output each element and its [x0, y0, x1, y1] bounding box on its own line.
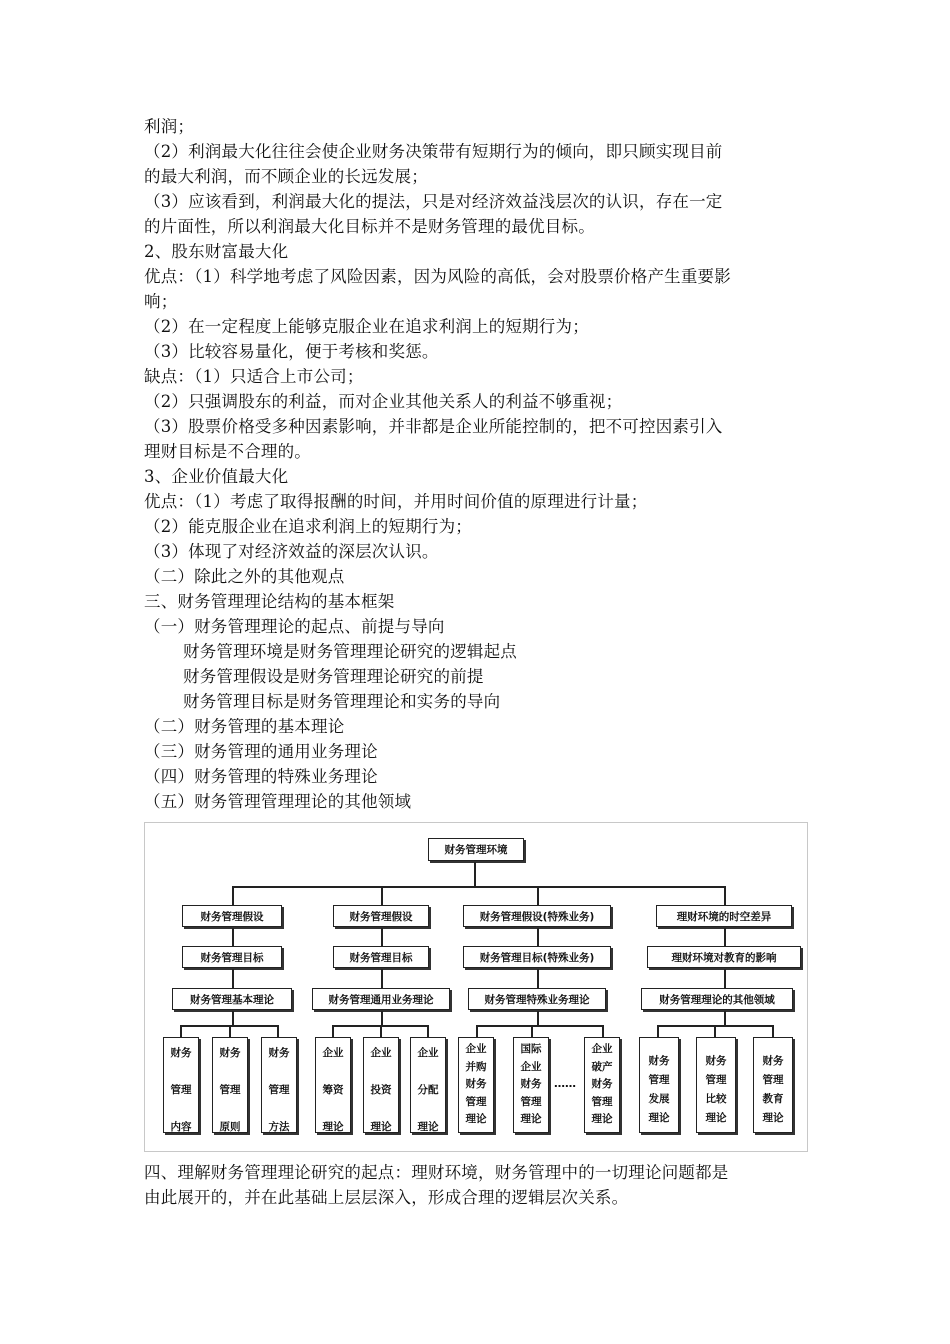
paragraph-line: 响；: [144, 292, 178, 311]
leaf-box: 企业 筹资 理论: [315, 1037, 351, 1133]
connector-line: [474, 862, 476, 886]
leaf-box: 财务 管理 比较 理论: [696, 1037, 736, 1133]
connector-line: [537, 928, 539, 946]
paragraph-line: （3）股票价格受多种因素影响，并非都是企业所能控制的，把不可控因素引入: [144, 417, 723, 436]
paragraph-line: （四）财务管理的特殊业务理论: [144, 767, 378, 786]
connector-line: [476, 1025, 603, 1027]
connector-line: [180, 1025, 182, 1037]
connector-line: [657, 1025, 659, 1037]
connector-line: [476, 1025, 478, 1037]
leaf-box: 财务 管理 教育 理论: [753, 1037, 793, 1133]
paragraph-line: （五）财务管理管理理论的其他领域: [144, 792, 412, 811]
connector-line: [232, 886, 234, 905]
goal-box: 财务管理目标: [182, 946, 282, 968]
connector-line: [537, 886, 539, 905]
assumption-box: 财务管理假设(特殊业务): [463, 905, 611, 927]
connector-line: [381, 1011, 383, 1025]
connector-line: [232, 928, 234, 946]
assumption-box: 理财环境的时空差异: [656, 905, 792, 927]
paragraph-line: （3）应该看到，利润最大化的提法，只是对经济效益浅层次的认识，存在一定: [144, 192, 723, 211]
theory-box: 财务管理特殊业务理论: [468, 988, 606, 1010]
connector-line: [277, 1025, 279, 1037]
paragraph-line: 的片面性，所以利润最大化目标并不是财务管理的最优目标。: [144, 217, 595, 236]
leaf-box: 财务 管理 发展 理论: [639, 1037, 679, 1133]
leaf-box: 企业 投资 理论: [363, 1037, 399, 1133]
assumption-box: 财务管理假设: [333, 905, 429, 927]
connector-line: [724, 886, 726, 905]
paragraph-line: （2）利润最大化往往会使企业财务决策带有短期行为的倾向，即只顾实现目前: [144, 142, 723, 161]
goal-box: 财务管理目标: [333, 946, 429, 968]
goal-box: 理财环境对教育的影响: [647, 946, 801, 968]
paragraph-line: （2）在一定程度上能够克服企业在追求利润上的短期行为；: [144, 317, 589, 336]
connector-line: [724, 969, 726, 988]
leaf-box: 财务 管理 方法: [261, 1037, 297, 1133]
connector-line: [537, 1011, 539, 1025]
connector-line: [381, 928, 383, 946]
paragraph-line: 优点：（1）考虑了取得报酬的时间，并用时间价值的原理进行计量；: [144, 492, 648, 511]
leaf-box: 企业 分配 理论: [410, 1037, 446, 1133]
theory-box: 财务管理通用业务理论: [312, 988, 450, 1010]
indented-line: 财务管理目标是财务管理理论和实务的导向: [183, 692, 501, 711]
connector-line: [537, 969, 539, 988]
paragraph-line: （三）财务管理的通用业务理论: [144, 742, 378, 761]
connector-line: [380, 1025, 382, 1037]
paragraph-line: 利润；: [144, 117, 195, 136]
connector-line: [602, 1025, 604, 1037]
connector-line: [381, 886, 383, 905]
section-heading: 2、股东财富最大化: [144, 242, 289, 261]
theory-box: 财务管理基本理论: [172, 988, 292, 1010]
connector-line: [332, 1025, 334, 1037]
paragraph-line: 优点：（1）科学地考虑了风险因素，因为风险的高低，会对股票价格产生重要影: [144, 267, 731, 286]
theory-box: 财务管理理论的其他领域: [641, 988, 793, 1010]
paragraph-line: （3）比较容易量化，便于考核和奖惩。: [144, 342, 439, 361]
paragraph-line: （2）能克服企业在追求利润上的短期行为；: [144, 517, 472, 536]
leaf-box: 企业 破产 财务 管理 理论: [584, 1037, 620, 1133]
assumption-box: 财务管理假设: [182, 905, 282, 927]
framework-diagram: [144, 822, 808, 1152]
section-heading: 3、企业价值最大化: [144, 467, 289, 486]
leaf-box: 财务 管理 原则: [212, 1037, 248, 1133]
ellipsis-text: ……: [554, 1077, 576, 1090]
paragraph-line: （一）财务管理理论的起点、前提与导向: [144, 617, 445, 636]
connector-line: [531, 1025, 533, 1037]
paragraph-line: 四、理解财务管理理论研究的起点：理财环境，财务管理中的一切理论问题都是: [144, 1163, 729, 1182]
leaf-box: 企业 并购 财务 管理 理论: [458, 1037, 494, 1133]
connector-line: [427, 1025, 429, 1037]
connector-line: [381, 969, 383, 988]
paragraph-line: 理财目标是不合理的。: [144, 442, 311, 461]
indented-line: 财务管理环境是财务管理理论研究的逻辑起点: [183, 642, 517, 661]
paragraph-line: （3）体现了对经济效益的深层次认识。: [144, 542, 439, 561]
section-heading: 三、财务管理理论结构的基本框架: [144, 592, 395, 611]
connector-line: [714, 1025, 716, 1037]
indented-line: 财务管理假设是财务管理理论研究的前提: [183, 667, 484, 686]
goal-box: 财务管理目标(特殊业务): [463, 946, 611, 968]
paragraph-line: （二）财务管理的基本理论: [144, 717, 345, 736]
leaf-box: 财务 管理 内容: [163, 1037, 199, 1133]
paragraph-line: 的最大利润，而不顾企业的长远发展；: [144, 167, 428, 186]
diagram-root-box: 财务管理环境: [428, 838, 524, 861]
paragraph-line: （2）只强调股东的利益，而对企业其他关系人的利益不够重视；: [144, 392, 623, 411]
paragraph-line: （二）除此之外的其他观点: [144, 567, 345, 586]
connector-line: [724, 1011, 726, 1025]
paragraph-line: 缺点：（1）只适合上市公司；: [144, 367, 364, 386]
paragraph-line: 由此展开的，并在此基础上层层深入，形成合理的逻辑层次关系。: [144, 1188, 629, 1207]
connector-line: [232, 1011, 234, 1025]
connector-line: [229, 1025, 231, 1037]
connector-line: [724, 928, 726, 946]
leaf-box: 国际 企业 财务 管理 理论: [513, 1037, 549, 1133]
connector-line: [772, 1025, 774, 1037]
connector-line: [232, 969, 234, 988]
connector-line: [232, 886, 725, 888]
